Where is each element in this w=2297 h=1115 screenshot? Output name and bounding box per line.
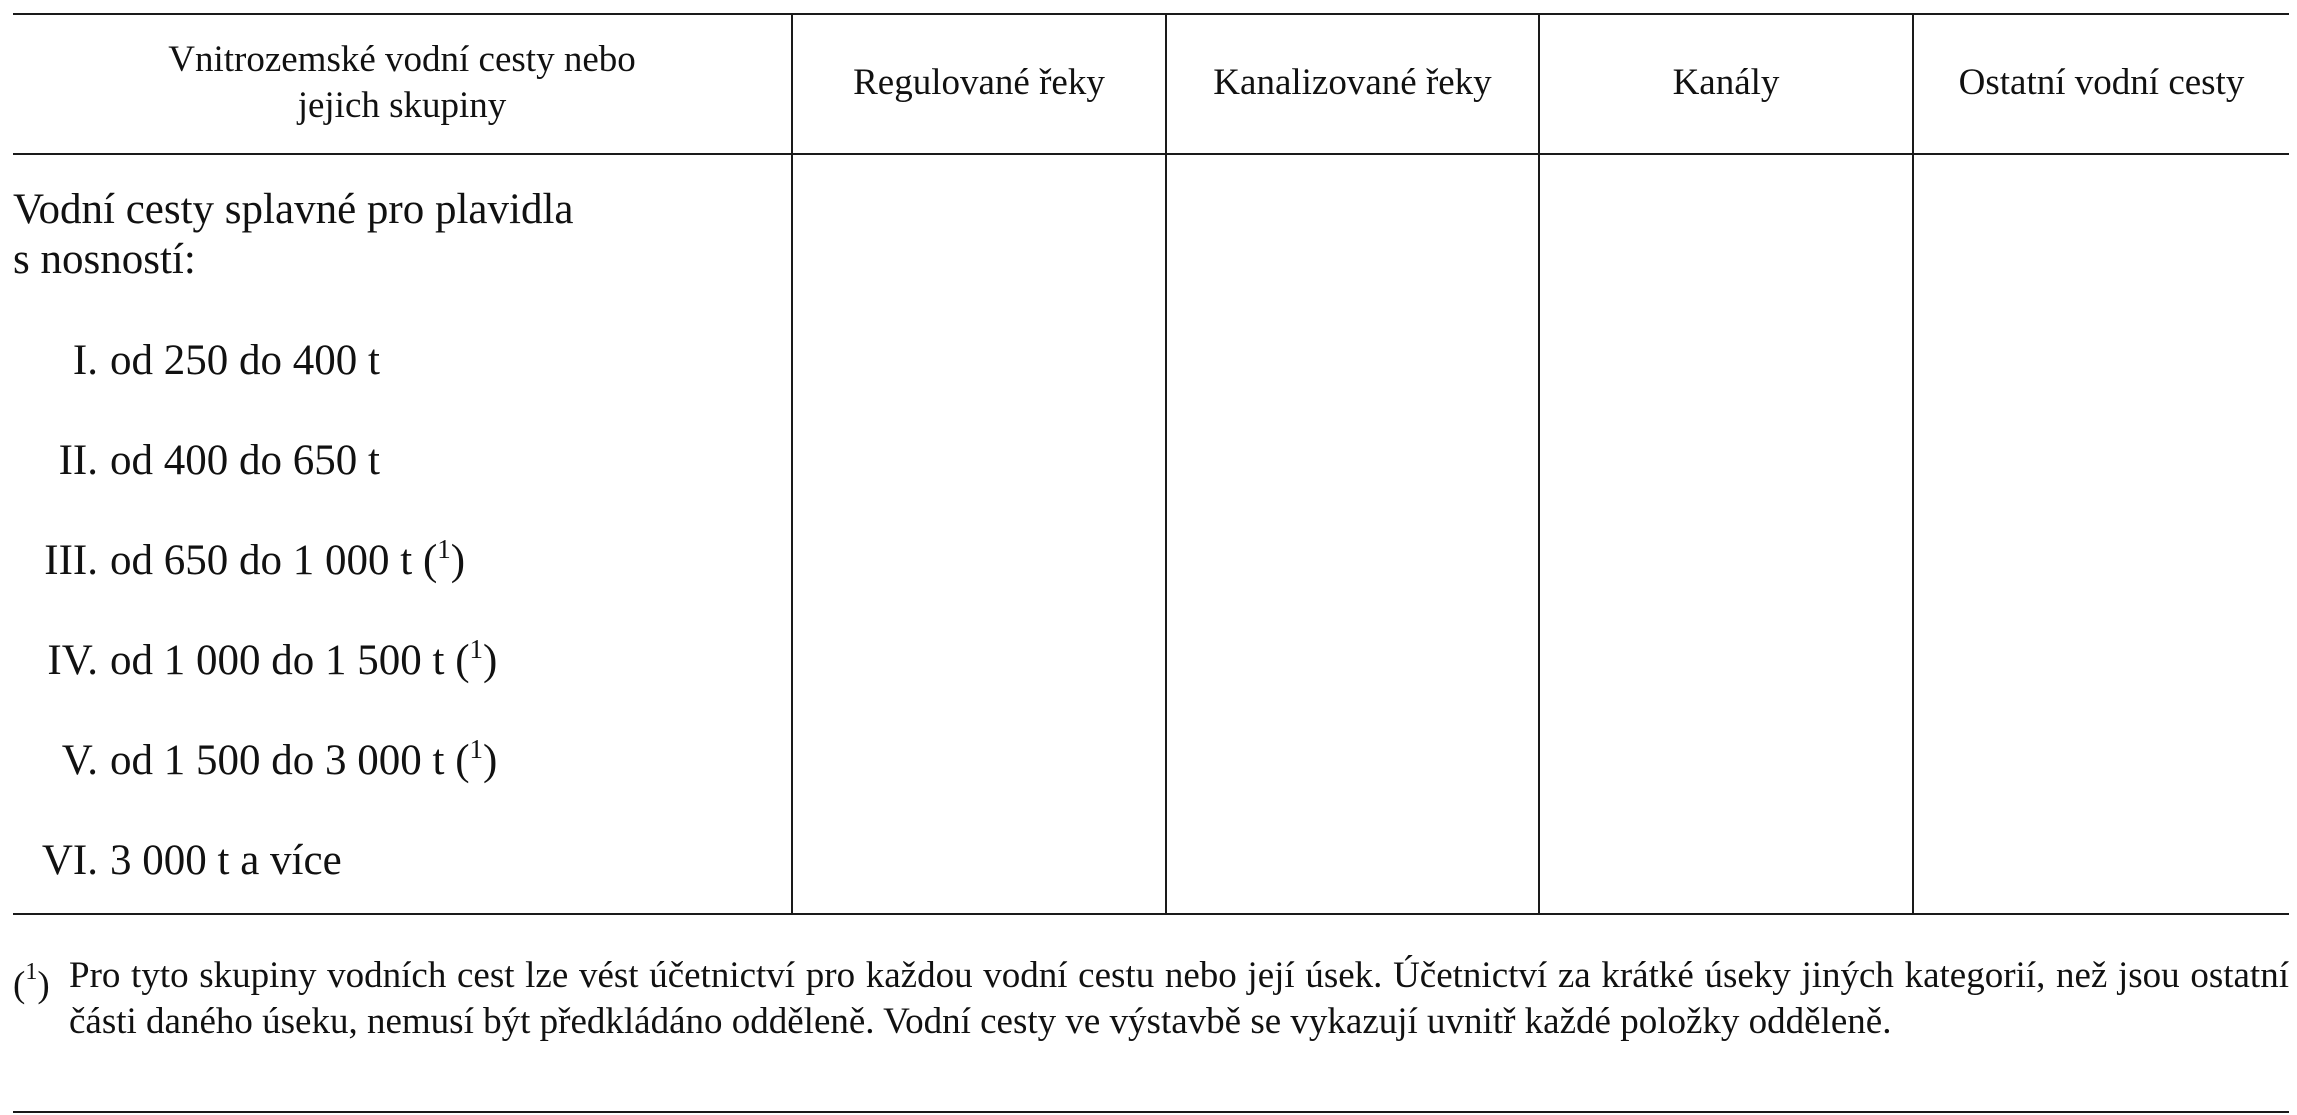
header-waterways-line1: Vnitrozemské vodní cesty nebo — [168, 39, 636, 80]
footnote-reference-close: ) — [483, 737, 498, 784]
footnote-text: Pro tyto skupiny vodních cest lze vést účetnictví pro každou vodní cestu nebo její úsek. Účetnictví za krátké úseky jiných kategorií, než jsou ostatní části daného úseku, nemusí být předkládáno odděleně. Vodní cesty ve výstavbě se vykazují uvnitř každé položky odděleně. — [69, 955, 2289, 1042]
row-capacity-range: od 1 500 do 3 000 t ( — [110, 737, 470, 784]
table-row — [13, 336, 380, 386]
row-capacity-range: od 650 do 1 000 t ( — [110, 537, 438, 584]
header-regulated-rivers-label: Regulované řeky — [853, 62, 1105, 103]
row-roman-numeral: IV. — [47, 637, 98, 684]
header-bottom-rule — [13, 153, 2289, 155]
header-waterways-line2: jejich skupiny — [297, 85, 507, 126]
footnote-marker-number: 1 — [25, 959, 38, 985]
document-page — [13, 13, 2289, 1113]
footnote — [13, 953, 2289, 1045]
footnote-reference: 1 — [437, 534, 451, 564]
table-row — [13, 536, 465, 590]
header-other-waterways — [1914, 13, 2289, 153]
footnote-marker — [13, 953, 50, 1008]
row-group-label-line2: s nosností: — [13, 236, 196, 283]
header-canals — [1540, 13, 1912, 153]
footnote-reference-close: ) — [483, 637, 498, 684]
header-regulated-rivers — [793, 13, 1165, 153]
header-other-waterways-label: Ostatní vodní cesty — [1958, 62, 2245, 103]
footnote-reference: 1 — [469, 634, 484, 664]
row-capacity-range: od 250 do 400 t — [110, 337, 380, 384]
header-waterways — [13, 13, 791, 153]
row-capacity-range: od 1 000 do 1 500 t ( — [110, 637, 470, 684]
table-row — [13, 736, 497, 790]
row-roman-numeral: II. — [58, 437, 98, 484]
footnote-reference: 1 — [469, 734, 484, 764]
row-capacity-range: 3 000 t a více — [110, 837, 342, 884]
row-capacity-range: od 400 do 650 t — [110, 437, 380, 484]
table-row — [13, 636, 497, 690]
footnote-reference-close: ) — [450, 537, 466, 584]
footnote-marker-close: ) — [37, 964, 50, 1006]
row-roman-numeral: VI. — [41, 837, 98, 884]
table-row — [13, 836, 342, 886]
row-roman-numeral: III. — [44, 537, 98, 584]
row-roman-numeral: V. — [61, 737, 98, 784]
row-roman-numeral: I. — [72, 337, 98, 384]
header-canalized-rivers — [1167, 13, 1538, 153]
row-group-label — [13, 185, 574, 285]
header-canalized-rivers-label: Kanalizované řeky — [1213, 62, 1492, 103]
page-bottom-rule — [13, 1111, 2289, 1113]
footnote-marker-open: ( — [13, 964, 26, 1006]
row-group-label-line1: Vodní cesty splavné pro plavidla — [13, 186, 574, 233]
table-row — [13, 436, 380, 486]
table-bottom-rule — [13, 913, 2289, 915]
header-canals-label: Kanály — [1672, 62, 1780, 103]
